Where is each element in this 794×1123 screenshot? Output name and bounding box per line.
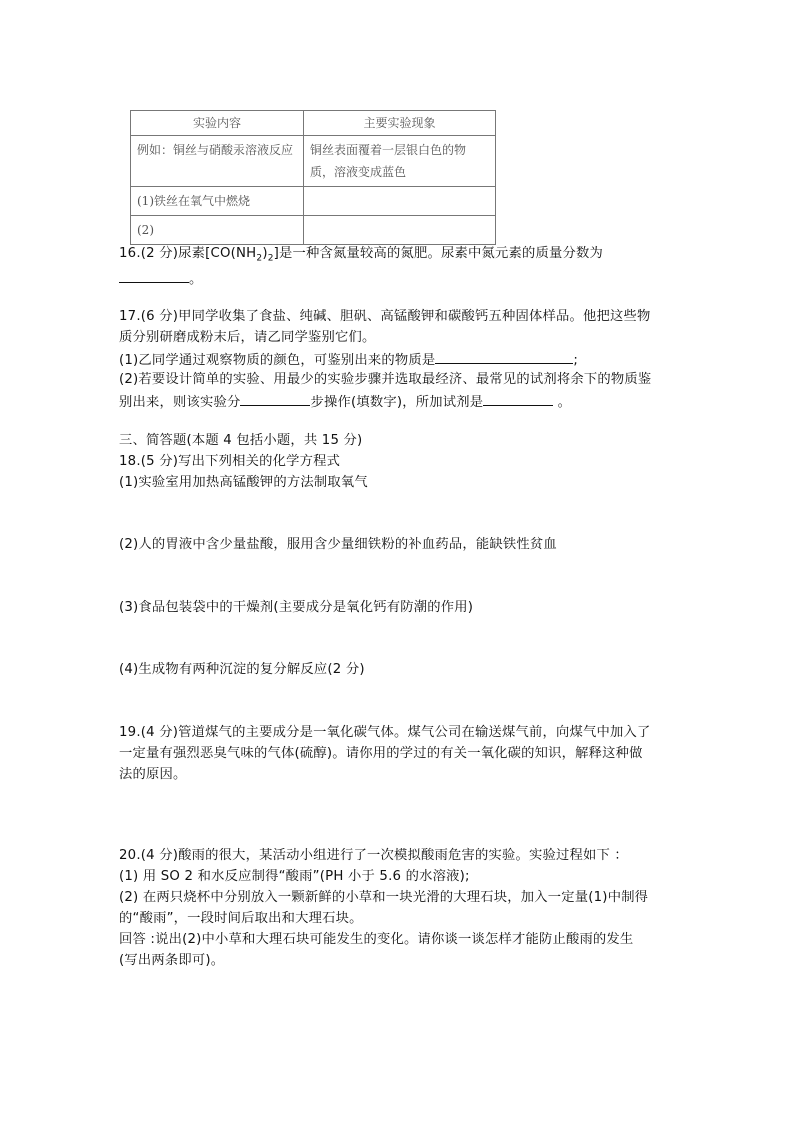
table-row [131,187,496,216]
phenomenon-line-2: 质，溶液变成蓝色 [310,165,407,179]
experiment-table [130,110,496,245]
phenomenon-line-1: 铜丝表面覆着一层银白色的物 [310,143,467,157]
q20-line-3: (2) 在两只烧杯中分别放入一颗新鲜的小草和一块光滑的大理石块，加入一定量(1)中制得 [119,890,649,905]
q17-line-2: 质分别研磨成粉末后，请乙同学鉴别它们。 [119,330,376,345]
table-header-content: 实验内容 [131,111,304,136]
table-cell-phenomenon[interactable] [304,187,496,216]
q17-blank-1[interactable] [435,349,573,364]
q20-line-5: 回答 :说出(2)中小草和大理石块可能发生的变化。请你谈一谈怎样才能防止酸雨的发生 [119,932,634,947]
q17-line-5: 别出来，则该实验分 步操作(填数字)，所加试剂是 。 [119,391,679,413]
table-header-phenomenon: 主要实验现象 [304,111,496,136]
q16-line-2: 。 [119,268,679,290]
q19-line-2: 一定量有强烈恶臭气味的气体(硫醇)。请你用的学过的有关一氧化碳的知识，解释这种做 [119,746,643,761]
q19-line-1: 19.(4 分)管道煤气的主要成分是一氧化碳气体。煤气公司在输送煤气前，向煤气中加入了 [119,725,651,740]
table-row [131,136,496,187]
q17-line-3: (1)乙同学通过观察物质的颜色，可鉴别出来的物质是 ; [119,349,679,371]
q16-answer-blank[interactable] [119,268,189,283]
q18-part-4: (4)生成物有两种沉淀的复分解反应(2 分) [119,662,365,677]
q16-line-1: 16.(2 分)尿素$[CO(NH_2)_2]$是一种含氮量较高的氮肥。尿素中氮元素的质量分数为 [119,246,603,264]
table-row [131,216,496,245]
section-3-heading: 三、简答题(本题 4 包括小题，共 15 分) [119,433,363,448]
table-cell-phenomenon [304,136,496,187]
table-header-row [131,111,496,136]
table-cell-content: (2) [131,216,304,245]
q20-line-2: (1) 用 SO 2 和水反应制得“酸雨”(PH 小于 5.6 的水溶液); [119,869,470,884]
q20-line-4: 的“酸雨”，一段时间后取出和大理石块。 [119,911,363,926]
q17-line-1: 17.(6 分)甲同学收集了食盐、纯碱、胆矾、高锰酸钾和碳酸钙五种固体样品。他把这些物 [119,309,651,324]
q18-part-1: (1)实验室用加热高锰酸钾的方法制取氧气 [119,475,368,490]
q17-blank-3[interactable] [483,391,553,406]
q18-part-3: (3)食品包装袋中的干燥剂(主要成分是氧化钙有防潮的作用) [119,600,474,615]
q17-line-4: (2)若要设计简单的实验、用最少的实验步骤并选取最经济、最常见的试剂将余下的物质鉴 [119,372,652,387]
q17-blank-2[interactable] [240,391,310,406]
table-cell-content: 例如：铜丝与硝酸汞溶液反应 [131,136,304,187]
q18-title: 18.(5 分)写出下列相关的化学方程式 [119,454,341,469]
q20-line-1: 20.(4 分)酸雨的很大，某活动小组进行了一次模拟酸雨危害的实验。实验过程如下 ： [119,848,628,863]
q18-part-2: (2)人的胃液中含少量盐酸，服用含少量细铁粉的补血药品，能缺铁性贫血 [119,537,557,552]
q20-line-6: (写出两条即可)。 [119,953,225,968]
table-cell-content: (1)铁丝在氧气中燃烧 [131,187,304,216]
q19-line-3: 法的原因。 [119,767,187,782]
table-cell-phenomenon[interactable] [304,216,496,245]
